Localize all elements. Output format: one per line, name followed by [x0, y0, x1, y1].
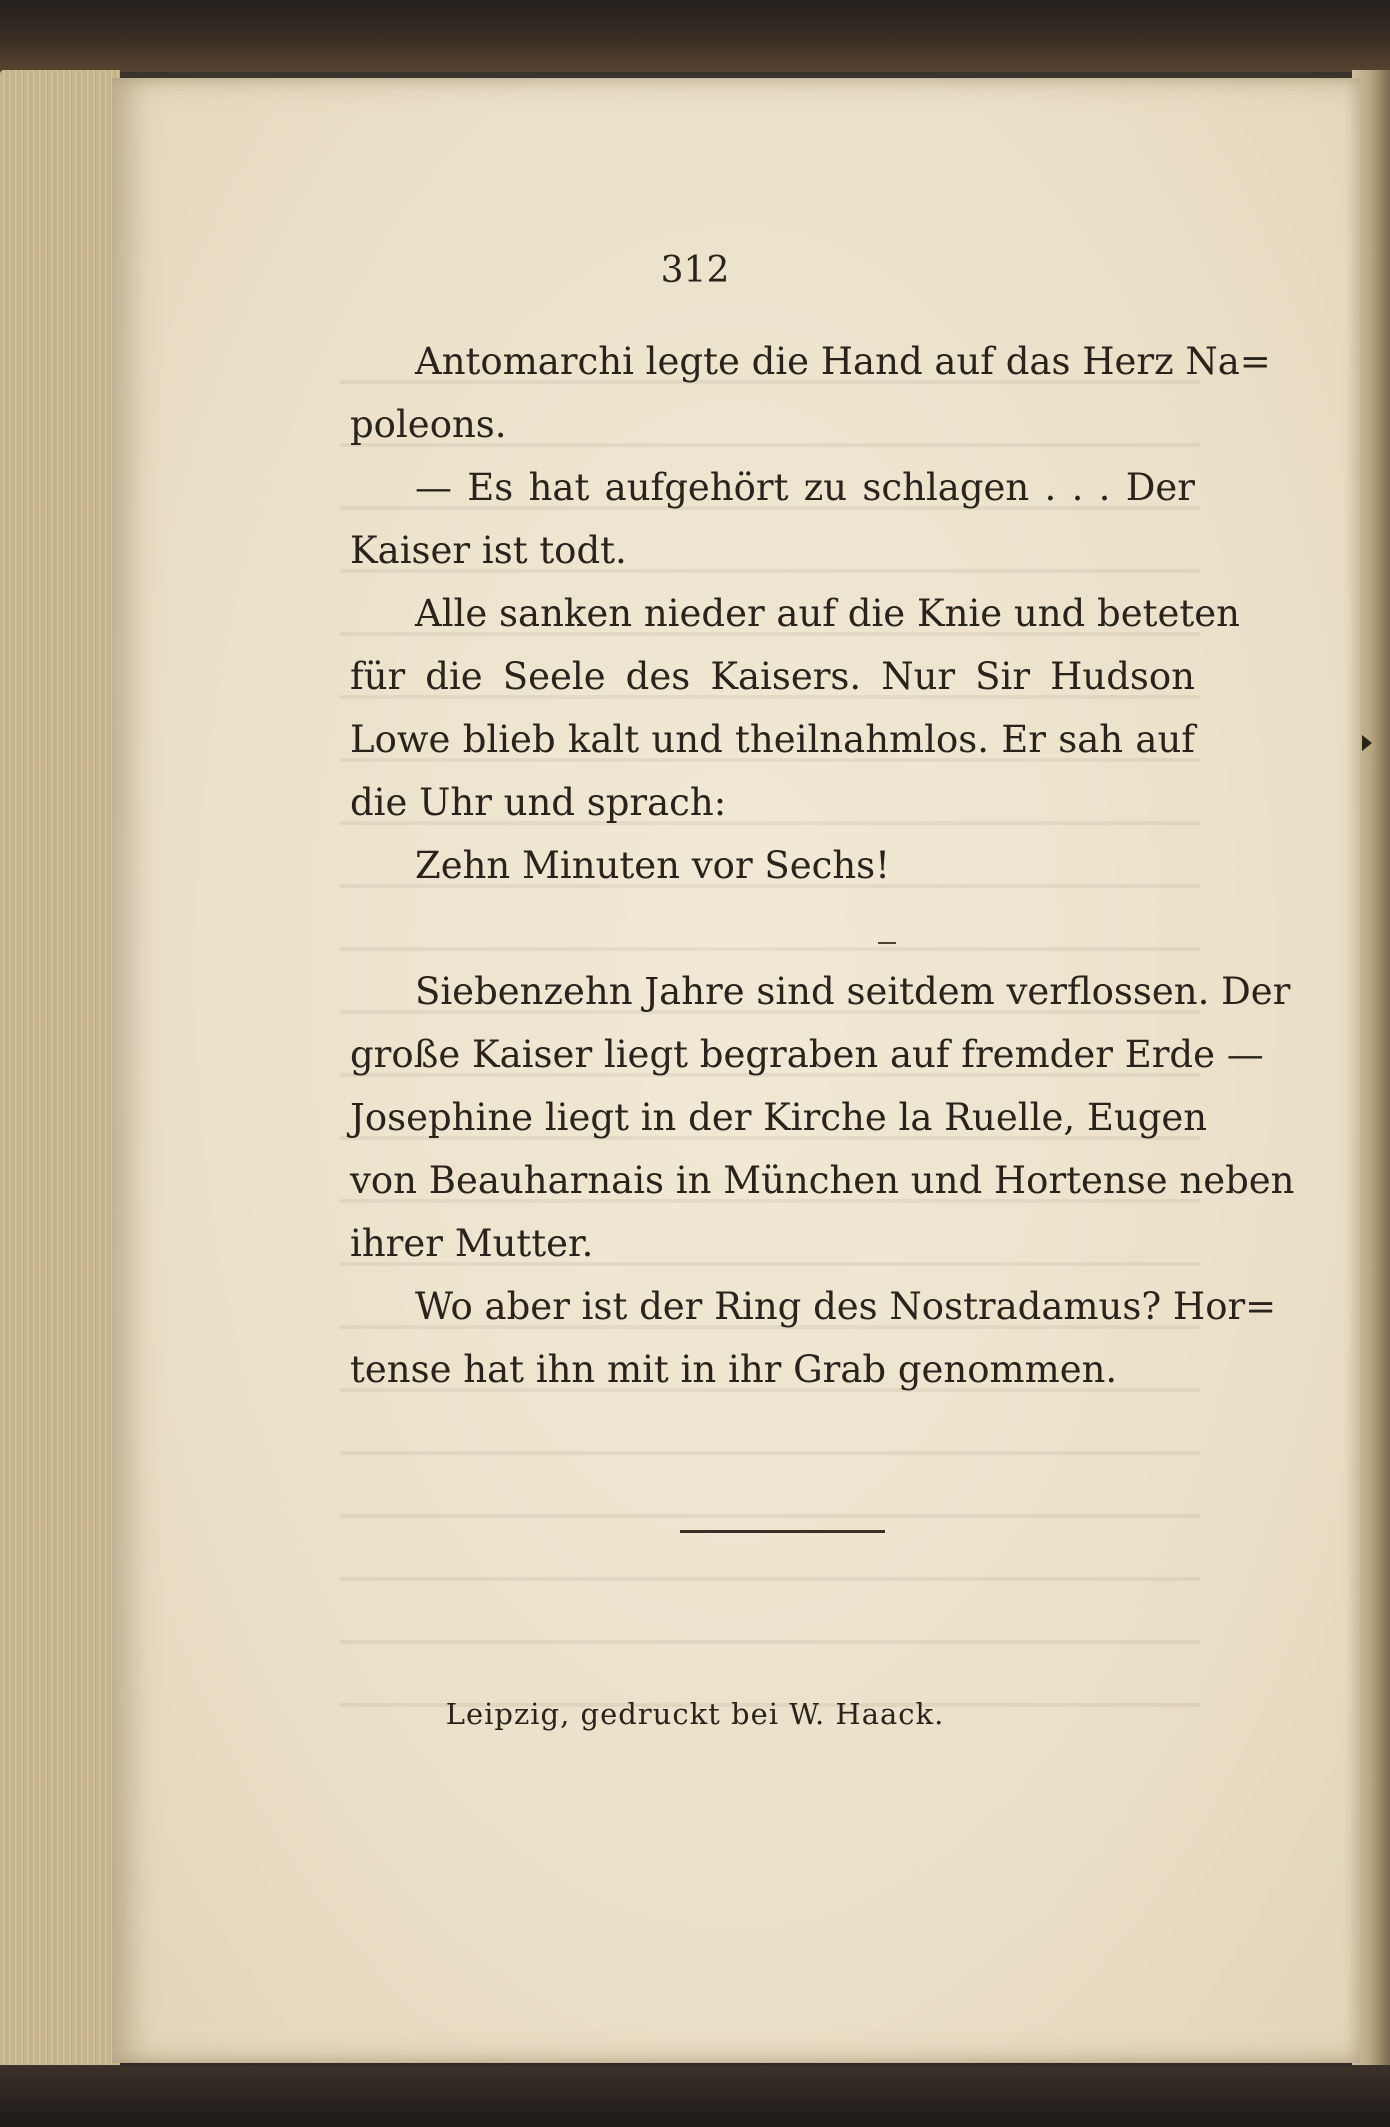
end-rule-divider — [680, 1530, 885, 1533]
page-stack-edges — [0, 70, 120, 2070]
page-number: 312 — [660, 250, 730, 291]
paragraph-3 — [350, 582, 1240, 834]
text-line: Siebenzehn Jahre sind seitdem verflossen. Der — [415, 970, 1291, 1013]
paragraph-1 — [350, 330, 1271, 456]
text-line: große Kaiser liegt begraben auf fremder Erde — — [350, 1033, 1264, 1076]
text-line: Josephine liegt in der Kirche la Ruelle, Eugen — [350, 1096, 1208, 1139]
text-line: Lowe blieb kalt und theilnahmlos. Er sah auf — [350, 718, 1195, 761]
paragraph-4 — [350, 834, 1195, 897]
book-cover-bottom-edge — [0, 2065, 1390, 2127]
text-line: Alle sanken nieder auf die Knie und beteten — [415, 592, 1240, 635]
text-line: ihrer Mutter. — [350, 1222, 594, 1265]
text-line: Kaiser ist todt. — [350, 529, 627, 572]
text-line: tense hat ihn mit in ihr Grab genommen. — [350, 1348, 1118, 1391]
body-text — [350, 330, 1295, 1401]
text-line: für die Seele des Kaisers. Nur Sir Hudson — [350, 655, 1195, 698]
text-line: poleons. — [350, 403, 507, 446]
text-line: Antomarchi legte die Hand auf das Herz Na= — [415, 340, 1271, 383]
text-line: die Uhr und sprach: — [350, 781, 727, 824]
paragraph-2 — [350, 456, 1195, 582]
text-line: — Es hat aufgehört zu schlagen . . . Der — [415, 466, 1195, 509]
printer-imprint: Leipzig, gedruckt bei W. Haack. — [445, 1697, 945, 1731]
arrow-marker-icon — [1362, 735, 1372, 751]
text-line: Zehn Minuten vor Sechs! — [415, 844, 891, 887]
paragraph-5 — [350, 960, 1295, 1275]
section-break-mark — [878, 942, 896, 944]
book-cover-top-edge — [0, 0, 1390, 72]
paragraph-6 — [350, 1275, 1277, 1401]
text-line: Wo aber ist der Ring des Nostradamus? Hor= — [415, 1285, 1277, 1328]
text-line: von Beauharnais in München und Hortense neben — [350, 1159, 1295, 1202]
